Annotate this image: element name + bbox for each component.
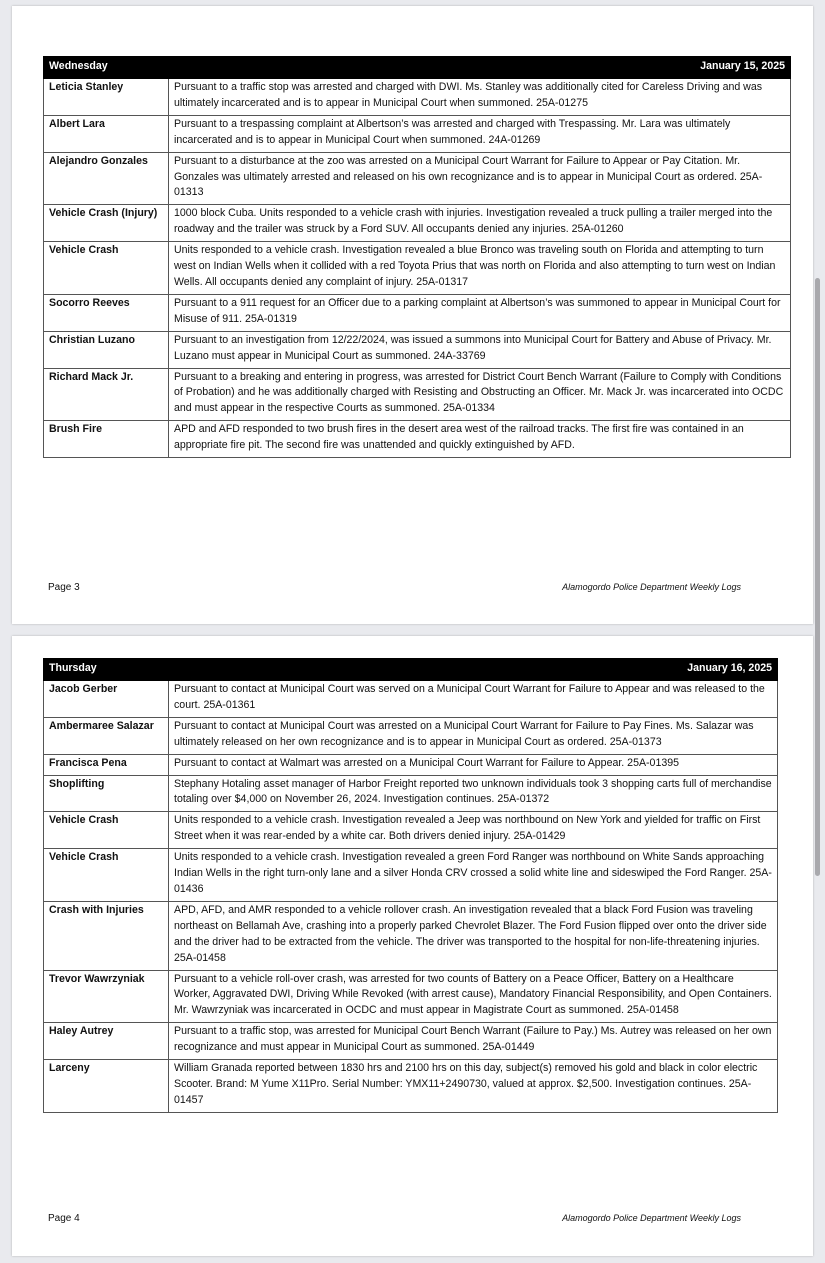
entry-subject: Haley Autrey <box>44 1023 169 1060</box>
log-entry-row <box>44 717 778 754</box>
log-entry-row <box>44 775 778 812</box>
entry-subject: Ambermaree Salazar <box>44 717 169 754</box>
entry-subject: Vehicle Crash (Injury) <box>44 205 169 242</box>
entry-subject: Christian Luzano <box>44 331 169 368</box>
entry-description: Units responded to a vehicle crash. Investigation revealed a Jeep was northbound on New York and yielded for traffic on First Street when it was rear-ended by a white car. Both drivers denied injury. 25A-01429 <box>169 812 778 849</box>
entry-subject: Vehicle Crash <box>44 242 169 295</box>
log-entry-row <box>44 294 791 331</box>
entry-subject: Francisca Pena <box>44 754 169 775</box>
entry-subject: Socorro Reeves <box>44 294 169 331</box>
day-name: Wednesday <box>44 57 169 79</box>
entry-description: Pursuant to a vehicle roll-over crash, was arrested for two counts of Battery on a Peace Officer, Battery on a Healthcare Worker, Aggravated DWI, Driving While Revoked (with arrest cause), Mandatory Financial Responsibility, and Open Containers. Mr. Wawrzyniak was incarcerated in OCDC and must appear in Magistrate Court as summoned. 25A-01458 <box>169 970 778 1023</box>
entry-description: Pursuant to a trespassing complaint at Albertson’s was arrested and charged with Trespassing. Mr. Lara was ultimately incarcerated and is to appear in Municipal Court when summoned. 24A-01269 <box>169 115 791 152</box>
entry-subject: Alejandro Gonzales <box>44 152 169 205</box>
entry-subject: Trevor Wawrzyniak <box>44 970 169 1023</box>
entry-description: 1000 block Cuba. Units responded to a vehicle crash with injuries. Investigation revealed a truck pulling a trailer merged into the roadway and the trailer was struck by a Ford SUV. All occupants denied any injuries. 25A-01260 <box>169 205 791 242</box>
log-entry-row <box>44 812 778 849</box>
entry-subject: Jacob Gerber <box>44 681 169 718</box>
day-header-row <box>44 57 791 79</box>
entry-description: Units responded to a vehicle crash. Investigation revealed a blue Bronco was traveling south on Florida and attempting to turn west on Indian Wells when it collided with a red Toyota Prius that was north on Florida and also attempting to turn west on Indian Wells. All occupants denied any complaint of injury. 25A-01317 <box>169 242 791 295</box>
entry-subject: Vehicle Crash <box>44 812 169 849</box>
log-entry-row <box>44 152 791 205</box>
entry-description: Pursuant to a disturbance at the zoo was arrested on a Municipal Court Warrant for Failure to Appear or Pay Citation. Mr. Gonzales was ultimately arrested and released on his own recognizance and is to appear in Municipal Court as ordered. 25A-01313 <box>169 152 791 205</box>
entry-description: Pursuant to a traffic stop was arrested and charged with DWI. Ms. Stanley was additionally cited for Careless Driving and was ultimately incarcerated and is to appear in Municipal Court when summoned. 25A-01275 <box>169 79 791 116</box>
log-entry-row <box>44 1060 778 1113</box>
entry-subject: Leticia Stanley <box>44 79 169 116</box>
footer-title: Alamogordo Police Department Weekly Logs <box>562 582 741 592</box>
log-entry-row <box>44 754 778 775</box>
log-entry-row <box>44 115 791 152</box>
log-entry-row <box>44 421 791 458</box>
weekly-log-table <box>43 658 778 1113</box>
page-number: Page 3 <box>48 582 80 593</box>
log-entry-row <box>44 79 791 116</box>
entry-description: Pursuant to contact at Municipal Court was served on a Municipal Court Warrant for Failure to Appear and was released to the court. 25A-01361 <box>169 681 778 718</box>
document-page-3 <box>12 6 813 624</box>
entry-description: Pursuant to contact at Municipal Court was arrested on a Municipal Court Warrant for Failure to Pay Fines. Ms. Salazar was ultimately released on her own recognizance and is to appear in Municipal Court as ordered. 25A-01373 <box>169 717 778 754</box>
entry-subject: Albert Lara <box>44 115 169 152</box>
entry-description: Units responded to a vehicle crash. Investigation revealed a green Ford Ranger was northbound on White Sands approaching Indian Wells in the right turn-only lane and a silver Honda CRV crossed a solid white line and sideswiped the Ford Ranger. 25A-01436 <box>169 849 778 902</box>
log-entry-row <box>44 970 778 1023</box>
document-page-4 <box>12 636 813 1256</box>
weekly-log-table <box>43 56 791 458</box>
entry-subject: Richard Mack Jr. <box>44 368 169 421</box>
day-header-row <box>44 659 778 681</box>
entry-description: William Granada reported between 1830 hrs and 2100 hrs on this day, subject(s) removed his gold and black in color electric Scooter. Brand: M Yume X11Pro. Serial Number: YMX11+2490730, valued at approx. $2,500. Investigation continues. 25A-01457 <box>169 1060 778 1113</box>
entry-description: APD and AFD responded to two brush fires in the desert area west of the railroad tracks. The first fire was contained in an appropriate fire pit. The second fire was unattended and quickly extinguished by AFD. <box>169 421 791 458</box>
log-entry-row <box>44 205 791 242</box>
entry-subject: Larceny <box>44 1060 169 1113</box>
entry-description: Pursuant to a traffic stop, was arrested for Municipal Court Bench Warrant (Failure to Pay.) Ms. Autrey was released on her own recognizance and must appear in Municipal Court as summoned. 25A-01449 <box>169 1023 778 1060</box>
log-entry-row <box>44 849 778 902</box>
entry-subject: Vehicle Crash <box>44 849 169 902</box>
entry-description: Pursuant to an investigation from 12/22/2024, was issued a summons into Municipal Court for Battery and Abuse of Privacy. Mr. Luzano must appear in Municipal Court as summoned. 24A-33769 <box>169 331 791 368</box>
log-entry-row <box>44 368 791 421</box>
entry-description: Stephany Hotaling asset manager of Harbor Freight reported two unknown individuals took 3 shopping carts full of merchandise totaling over $4,000 on November 26, 2024. Investigation continues. 25A-01372 <box>169 775 778 812</box>
entry-description: APD, AFD, and AMR responded to a vehicle rollover crash. An investigation revealed that a black Ford Fusion was traveling northeast on Bellamah Ave, crashing into a properly parked Chevrolet Blazer. The Ford Fusion flipped over onto the driver side and the driver had to be extracted from the vehicle. The driver was transported to the hospital for non-life-threatening injuries. 25A-01458 <box>169 901 778 970</box>
log-entry-row <box>44 1023 778 1060</box>
entry-description: Pursuant to a breaking and entering in progress, was arrested for District Court Bench Warrant (Failure to Comply with Conditions of Probation) and he was additionally charged with Resisting and Obstructing an Officer. Mr. Mack Jr. was incarcerated into OCDC and must appear in the respective Courts as summoned. 25A-01334 <box>169 368 791 421</box>
entry-description: Pursuant to contact at Walmart was arrested on a Municipal Court Warrant for Failure to Appear. 25A-01395 <box>169 754 778 775</box>
log-entry-row <box>44 901 778 970</box>
page-number: Page 4 <box>48 1213 80 1224</box>
day-name: Thursday <box>44 659 169 681</box>
entry-description: Pursuant to a 911 request for an Officer due to a parking complaint at Albertson’s was summoned to appear in Municipal Court for Misuse of 911. 25A-01319 <box>169 294 791 331</box>
footer-title: Alamogordo Police Department Weekly Logs <box>562 1213 741 1223</box>
log-entry-row <box>44 242 791 295</box>
log-entry-row <box>44 331 791 368</box>
day-date: January 16, 2025 <box>169 659 778 681</box>
entry-subject: Shoplifting <box>44 775 169 812</box>
log-entry-row <box>44 681 778 718</box>
day-date: January 15, 2025 <box>169 57 791 79</box>
entry-subject: Crash with Injuries <box>44 901 169 970</box>
vertical-scrollbar[interactable] <box>815 278 820 876</box>
entry-subject: Brush Fire <box>44 421 169 458</box>
